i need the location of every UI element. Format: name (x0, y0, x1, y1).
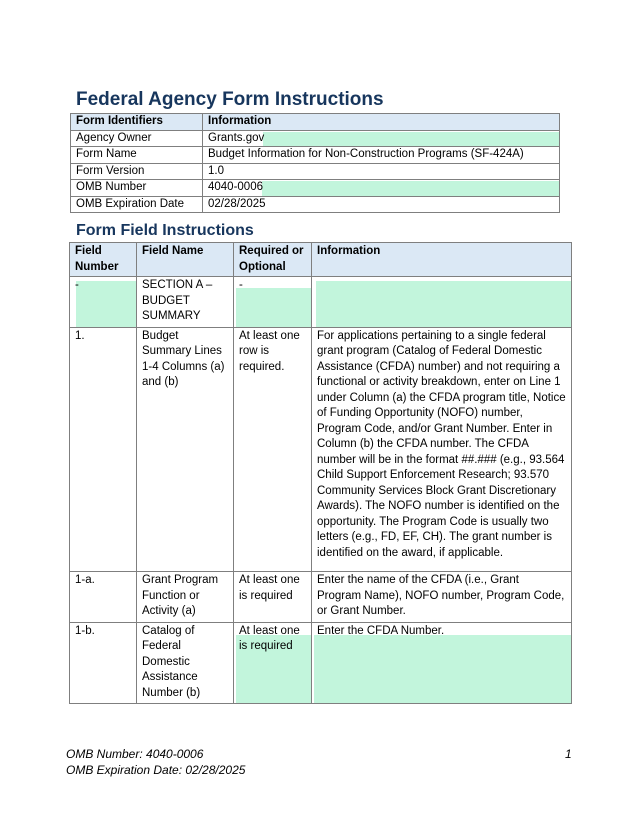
cell-field-name: SECTION A – BUDGET SUMMARY (137, 277, 234, 328)
highlight-region (314, 635, 571, 704)
table-row (70, 327, 572, 572)
value-omb-expiration: 02/28/2025 (203, 196, 560, 213)
cell-field-name: Grant Program Function or Activity (a) (137, 572, 234, 623)
header-field-name: Field Name (137, 243, 234, 277)
header-information: Information (312, 243, 572, 277)
cell-required (234, 622, 312, 704)
header-required-optional: Required or Optional (234, 243, 312, 277)
cell-information-text: Enter the CFDA Number. (317, 624, 445, 637)
highlight-region (263, 132, 559, 147)
cell-field-number (70, 277, 137, 328)
table-row (71, 147, 560, 164)
cell-required (234, 277, 312, 328)
label-omb-expiration: OMB Expiration Date (71, 196, 203, 213)
value-omb-number (203, 180, 560, 197)
page-title: Federal Agency Form Instructions (76, 89, 384, 110)
cell-field-name: Budget Summary Lines 1-4 Columns (a) and (b) (137, 327, 234, 572)
form-field-instructions-table (69, 242, 572, 704)
cell-required: At least one is required (234, 572, 312, 623)
value-form-name: Budget Information for Non-Construction Programs (SF-424A) (203, 147, 560, 164)
footer-omb-expiration: OMB Expiration Date: 02/28/2025 (66, 763, 246, 777)
table-header-row (70, 243, 572, 277)
cell-field-number-text: - (75, 279, 79, 291)
highlight-region (76, 281, 136, 327)
value-omb-number-text: 4040-0006 (208, 181, 263, 193)
header-information: Information (203, 114, 560, 131)
highlight-region (316, 281, 571, 327)
cell-information: Enter the name of the CFDA (i.e., Grant Program Name), NOFO number, Program Code, or Grant Number. (312, 572, 572, 623)
footer-omb-number: OMB Number: 4040-0006 (66, 747, 204, 761)
footer-omb-info (66, 746, 245, 778)
page-number: 1 (565, 747, 572, 761)
cell-field-number: 1-b. (70, 622, 137, 704)
table-row (70, 622, 572, 704)
cell-information (312, 622, 572, 704)
cell-information (312, 277, 572, 328)
section-title-form-field-instructions: Form Field Instructions (76, 222, 254, 239)
table-row (71, 130, 560, 147)
label-form-version: Form Version (71, 163, 203, 180)
header-field-number: Field Number (70, 243, 137, 277)
cell-required-text: - (239, 279, 243, 291)
label-agency-owner: Agency Owner (71, 130, 203, 147)
table-header-row (71, 114, 560, 131)
table-row (71, 163, 560, 180)
value-form-version: 1.0 (203, 163, 560, 180)
form-identifiers-table (70, 113, 560, 213)
cell-information: For applications pertaining to a single federal grant program (Catalog of Federal Domestic Assistance (CFDA) number) and not requiring a functional or activity breakdown, enter on Line 1 under Column (a) the CFDA program title, Notice of Funding Opportunity (NOFO) number, Program Code, and/or Grant Number. Enter in Column (b) the CFDA number. The CFDA number will be in the format ##.### (e.g., 93.564 Child Support Enforcement Research; 93.570 Community Services Block Grant Discretionary Awards). The NOFO number is identified on the opportunity. The Program Code is usually two letters (e.g., FD, EF, CH). The grant number is identified on the award, if applicable. (312, 327, 572, 572)
highlight-region (262, 181, 559, 196)
label-omb-number: OMB Number (71, 180, 203, 197)
cell-field-number: 1-a. (70, 572, 137, 623)
table-row (70, 572, 572, 623)
label-form-name: Form Name (71, 147, 203, 164)
cell-field-number: 1. (70, 327, 137, 572)
header-form-identifiers: Form Identifiers (71, 114, 203, 131)
table-row (71, 180, 560, 197)
table-row (71, 196, 560, 213)
cell-field-name: Catalog of Federal Domestic Assistance Number (b) (137, 622, 234, 704)
table-row (70, 277, 572, 328)
value-agency-owner-text: Grants.gov (208, 131, 265, 144)
highlight-region (236, 288, 311, 327)
cell-required: At least one row is required. (234, 327, 312, 572)
cell-required-text: At least one is required (239, 624, 300, 652)
value-agency-owner (203, 130, 560, 147)
